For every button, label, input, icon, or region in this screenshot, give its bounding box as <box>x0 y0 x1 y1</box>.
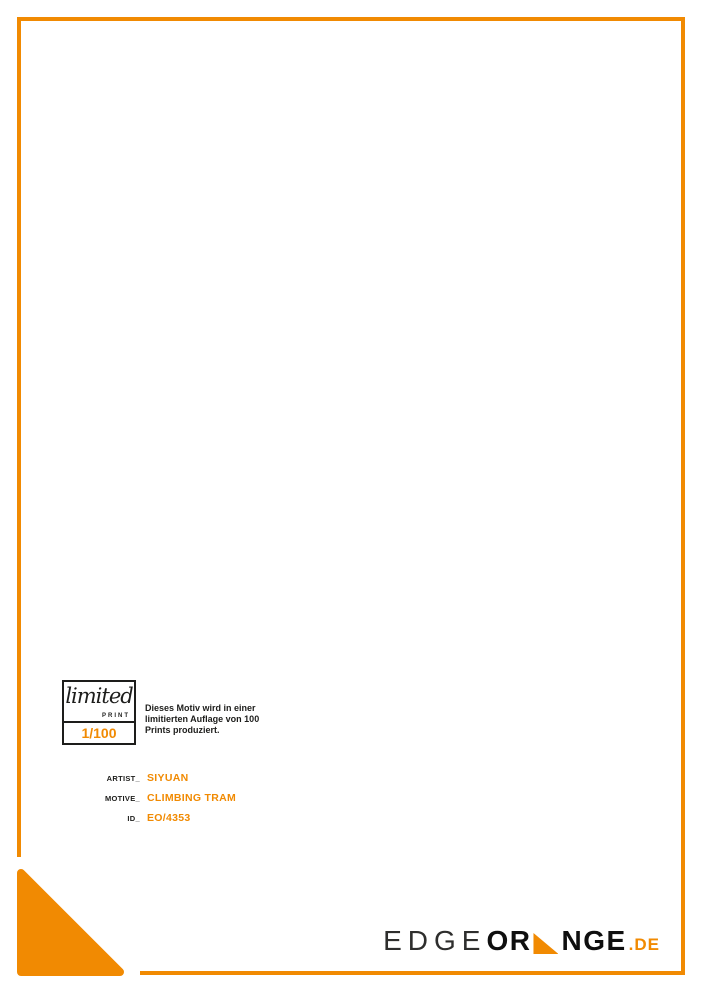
limited-print-badge <box>62 680 136 745</box>
badge-print-label: PRINT <box>102 713 130 719</box>
meta-label: ID_ <box>127 814 140 823</box>
logo-text-nge: NGE <box>561 925 627 956</box>
logo-text-edge: EDGE <box>383 925 487 956</box>
logo-text-or: OR <box>486 925 532 956</box>
edition-description-line: limitierten Auflage von 100 <box>145 714 260 724</box>
page-border-right <box>681 17 685 975</box>
meta-list <box>62 772 282 832</box>
edition-description-line: Dieses Motiv wird in einer <box>145 703 256 713</box>
meta-label: ARTIST_ <box>106 774 140 783</box>
meta-value: SIYUAN <box>147 772 189 784</box>
edition-description-line: Prints produziert. <box>145 725 220 735</box>
page-border-bottom <box>140 971 685 975</box>
edition-description <box>145 703 275 736</box>
brand-logo <box>383 925 660 957</box>
meta-value: CLIMBING TRAM <box>147 792 237 804</box>
meta-label: MOTIVE_ <box>104 794 140 803</box>
badge-edition-number: 1/100 <box>81 725 117 741</box>
page-border-top <box>18 17 685 21</box>
meta-value: EO/4353 <box>147 812 191 824</box>
page-border-left <box>17 17 21 857</box>
logo-triangle-icon <box>533 933 558 954</box>
corner-triangle-icon <box>13 864 129 980</box>
logo-tld: .DE <box>628 935 660 954</box>
meta-row-motive <box>62 792 282 812</box>
badge-top-section <box>64 682 134 723</box>
meta-row-artist <box>62 772 282 792</box>
meta-row-id <box>62 812 282 832</box>
badge-script-word: limited <box>65 684 133 708</box>
